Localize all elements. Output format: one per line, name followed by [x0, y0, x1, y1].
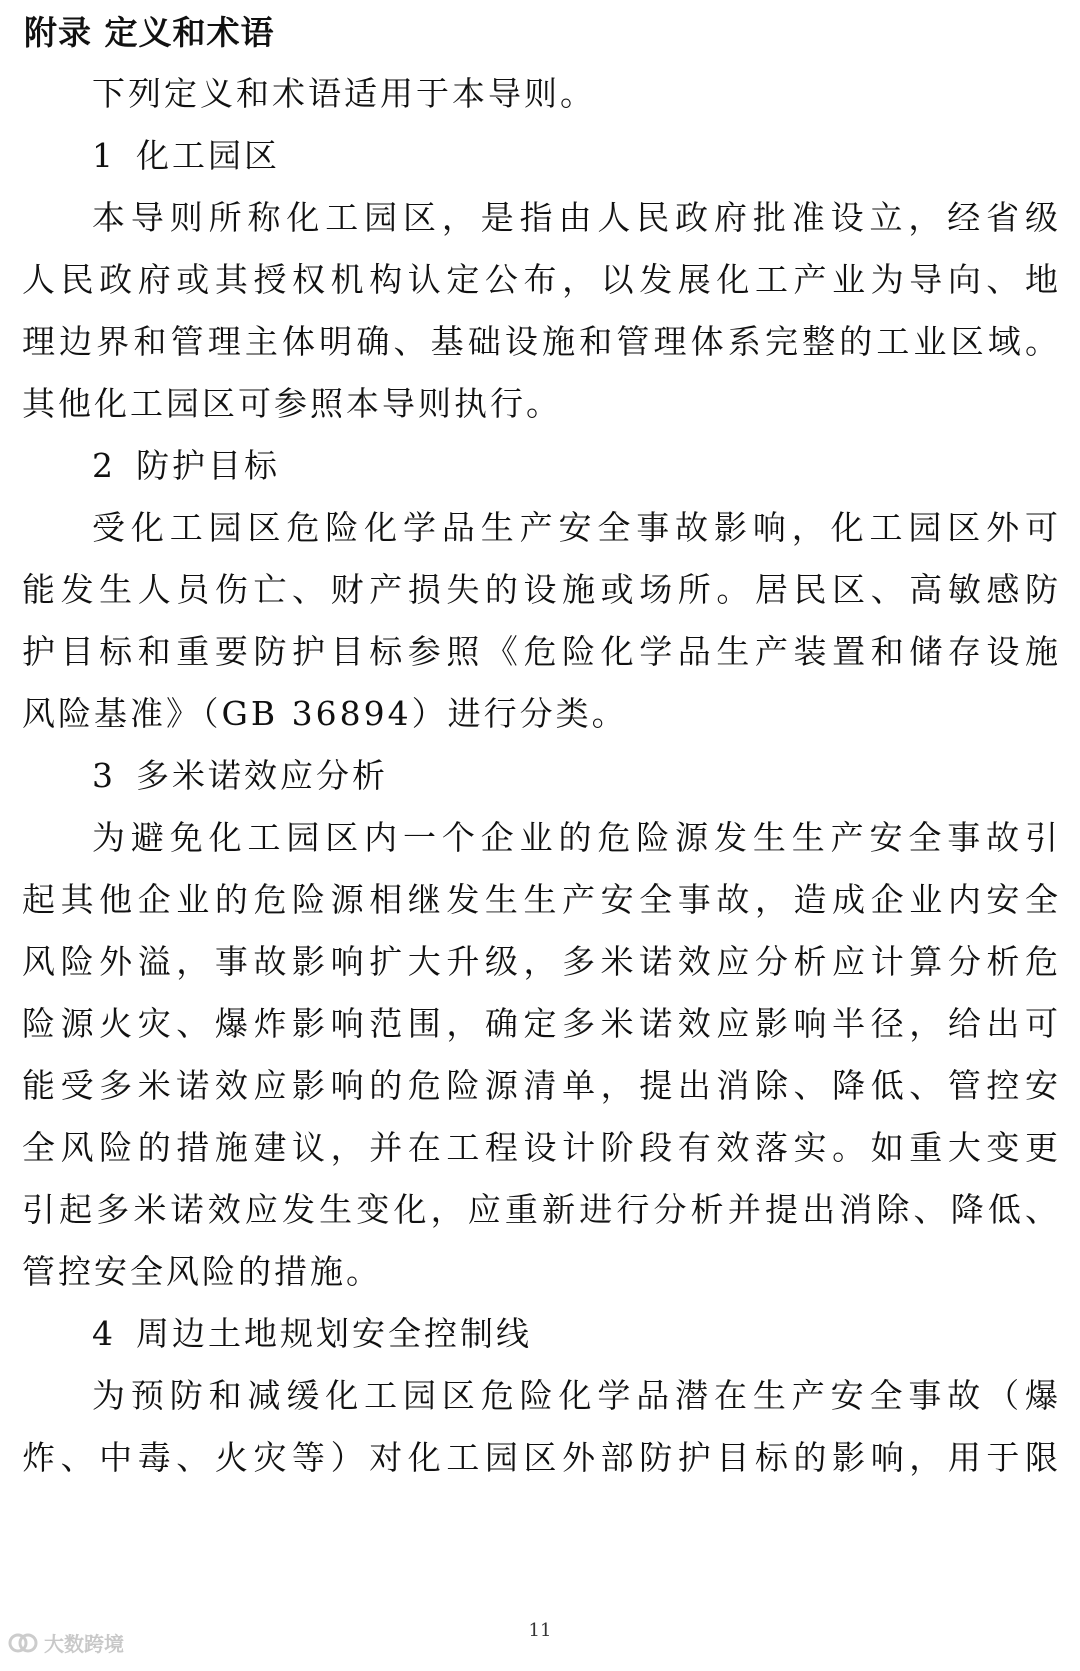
paragraph-line: 为预防和减缓化工园区危险化学品潜在生产安全事故（爆: [92, 1376, 1058, 1415]
paragraph-line: 能发生人员伤亡、财产损失的设施或场所。居民区、高敏感防: [22, 570, 1058, 609]
section-number: 3: [92, 756, 116, 795]
section-title: 化工园区: [136, 136, 280, 175]
section-number: 2: [92, 446, 116, 485]
paragraph-line: 为避免化工园区内一个企业的危险源发生生产安全事故引: [92, 818, 1058, 857]
section-1-title: [92, 134, 280, 178]
page-number: 11: [528, 1620, 552, 1641]
section-title: 防护目标: [136, 446, 280, 485]
paragraph-line: 受化工园区危险化学品生产安全事故影响，化工园区外可: [92, 508, 1058, 547]
section-4-title: [92, 1312, 532, 1356]
section-title: 周边土地规划安全控制线: [136, 1314, 532, 1353]
section-number: 1: [92, 136, 116, 175]
paragraph-line: 炸、中毒、火灾等）对化工园区外部防护目标的影响，用于限: [22, 1438, 1058, 1477]
paragraph-line: 人民政府或其授权机构认定公布，以发展化工产业为导向、地: [22, 260, 1058, 299]
paragraph-line: 引起多米诺效应发生变化，应重新进行分析并提出消除、降低、: [22, 1190, 1058, 1229]
paragraph-line: 能受多米诺效应影响的危险源清单，提出消除、降低、管控安: [22, 1066, 1058, 1105]
paragraph-line: 其他化工园区可参照本导则执行。: [22, 384, 562, 423]
paragraph-line: 风险外溢，事故影响扩大升级，多米诺效应分析应计算分析危: [22, 942, 1058, 981]
paragraph-line: 管控安全风险的措施。: [22, 1252, 382, 1291]
section-2-title: [92, 444, 280, 488]
paragraph-line: 理边界和管理主体明确、基础设施和管理体系完整的工业区域。: [22, 322, 1058, 361]
section-title: 多米诺效应分析: [136, 756, 388, 795]
intro-paragraph: 下列定义和术语适用于本导则。: [92, 74, 596, 113]
paragraph-line: 全风险的措施建议，并在工程设计阶段有效落实。如重大变更: [22, 1128, 1058, 1167]
paragraph-line: 风险基准》（GB 36894）进行分类。: [22, 694, 628, 733]
paragraph-line: 险源火灾、爆炸影响范围，确定多米诺效应影响半径，给出可: [22, 1004, 1058, 1043]
appendix-heading: 附录 定义和术语: [24, 13, 275, 52]
section-number: 4: [92, 1314, 116, 1353]
watermark-text: 大数跨境: [44, 1632, 124, 1656]
paragraph-line: 护目标和重要防护目标参照《危险化学品生产装置和储存设施: [22, 632, 1058, 671]
paragraph-line: 起其他企业的危险源相继发生生产安全事故，造成企业内安全: [22, 880, 1058, 919]
paragraph-line: 本导则所称化工园区，是指由人民政府批准设立，经省级: [92, 198, 1058, 237]
section-3-title: [92, 754, 388, 798]
